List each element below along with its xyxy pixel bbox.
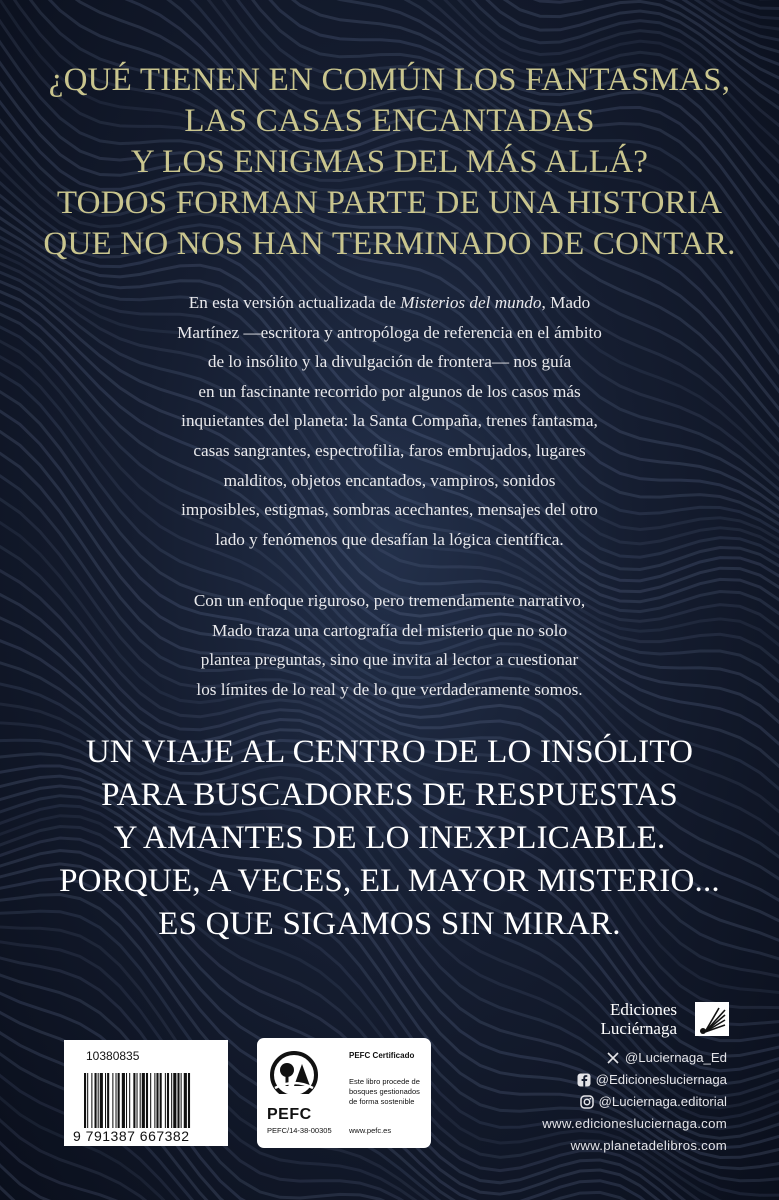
top-headline-line: Y LOS ENIGMAS DEL MÁS ALLÁ? — [130, 144, 649, 180]
instagram-icon — [580, 1094, 595, 1109]
book-title-italic: Misterios del mundo — [400, 293, 542, 312]
pefc-tree-logo-icon — [269, 1048, 319, 1104]
top-headline-line: ¿QUÉ TIENEN EN COMÚN LOS FANTASMAS, — [48, 62, 731, 98]
pefc-url: www.pefc.es — [349, 1126, 392, 1135]
pefc-brand: PEFC — [267, 1106, 312, 1123]
publisher-name-line-1: Ediciones — [609, 1000, 677, 1019]
pefc-code: PEFC/14-38-00305 — [267, 1126, 332, 1135]
bottom-headline-line: Y AMANTES DE LO INEXPLICABLE. — [113, 820, 666, 856]
instagram-handle: @Luciernaga.editorial — [598, 1094, 727, 1109]
publisher-name-line-2: Luciérnaga — [600, 1019, 677, 1038]
pefc-description — [349, 1077, 420, 1107]
synopsis-text: , Mado — [541, 293, 591, 312]
pefc-title: PEFC Certificado — [349, 1051, 415, 1060]
bottom-headline-line: PARA BUSCADORES DE RESPUESTAS — [101, 777, 678, 813]
social-x[interactable] — [606, 1050, 727, 1065]
synopsis-paragraph-1 — [0, 288, 779, 554]
synopsis-paragraph-2 — [0, 586, 779, 704]
synopsis-text: En esta versión actualizada de — [188, 293, 401, 312]
publisher-name — [601, 1000, 677, 1038]
top-headline-line: LAS CASAS ENCANTADAS — [184, 103, 595, 139]
synopsis-line: plantea preguntas, sino que invita al lector a cuestionar — [200, 650, 579, 670]
synopsis-line: Mado traza una cartografía del misterio que no solo — [211, 620, 568, 640]
bottom-headline — [0, 731, 779, 946]
bottom-headline-line: UN VIAJE AL CENTRO DE LO INSÓLITO — [85, 734, 694, 770]
synopsis-line: de lo insólito y la divulgación de frontera— nos guía — [207, 352, 572, 372]
social-facebook[interactable] — [577, 1072, 727, 1087]
social-instagram[interactable] — [580, 1094, 728, 1109]
bottom-headline-line: ES QUE SIGAMOS SIN MIRAR. — [158, 906, 621, 942]
pefc-description-line: de forma sostenible — [349, 1097, 415, 1106]
product-code: 10380835 — [86, 1049, 140, 1063]
top-headline-line: TODOS FORMAN PARTE DE UNA HISTORIA — [56, 185, 723, 221]
firefly-logo-icon — [695, 1002, 729, 1036]
synopsis-line: imposibles, estigmas, sombras acechantes, mensajes del otro — [181, 500, 598, 520]
synopsis-line: Martínez —escritora y antropóloga de referencia en el ámbito — [177, 322, 602, 342]
facebook-handle: @Edicionesluciernaga — [595, 1072, 727, 1087]
isbn-number: 9 791387 667382 — [73, 1128, 190, 1144]
isbn-barcode — [64, 1040, 228, 1146]
synopsis-line: los límites de lo real y de lo que verdaderamente somos. — [196, 679, 583, 699]
website-link-1[interactable]: www.edicionesluciernaga.com — [542, 1116, 727, 1131]
publisher-logo-block — [593, 1000, 733, 1040]
synopsis-line: lado y fenómenos que desafían la lógica científica. — [215, 529, 564, 549]
synopsis-line — [0, 288, 779, 318]
x-icon — [606, 1050, 621, 1065]
barcode-bars — [84, 1073, 218, 1131]
top-headline-line: QUE NO NOS HAN TERMINADO DE CONTAR. — [43, 226, 736, 262]
synopsis-line: malditos, objetos encantados, vampiros, sonidos — [223, 470, 556, 490]
bottom-headline-line: PORQUE, A VECES, EL MAYOR MISTERIO... — [59, 863, 720, 899]
synopsis-line: en un fascinante recorrido por algunos de los casos más — [198, 381, 581, 401]
pefc-description-line: bosques gestionados — [349, 1087, 420, 1096]
synopsis-line: casas sangrantes, espectrofilia, faros embrujados, lugares — [193, 440, 586, 460]
pefc-certification-label — [257, 1038, 431, 1148]
facebook-icon — [577, 1072, 592, 1087]
pefc-description-line: Este libro procede de — [349, 1077, 420, 1086]
synopsis-line: inquietantes del planeta: la Santa Compaña, trenes fantasma, — [181, 411, 598, 431]
website-link-2[interactable]: www.planetadelibros.com — [570, 1138, 727, 1153]
x-handle: @Luciernaga_Ed — [624, 1050, 727, 1065]
top-headline — [0, 60, 779, 265]
synopsis-line: Con un enfoque riguroso, pero tremendamente narrativo, — [193, 591, 586, 610]
